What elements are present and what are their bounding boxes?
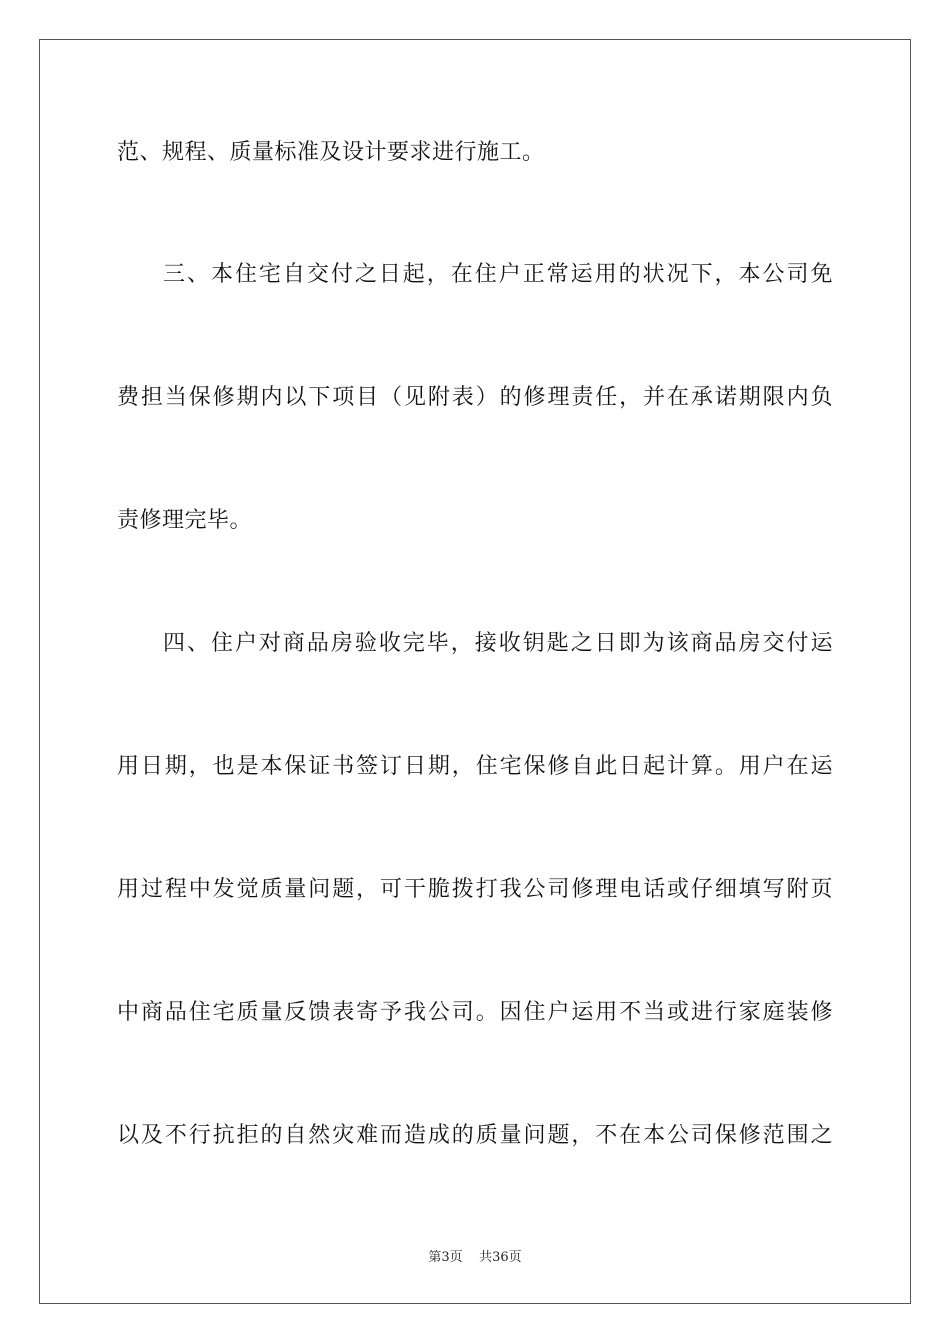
paragraph-line-7: 用过程中发觉质量问题，可干脆拨打我公司修理电话或仔细填写附页 <box>117 877 833 902</box>
page-number: 第3页 <box>428 1250 463 1265</box>
paragraph-line-6: 用日期，也是本保证书签订日期，住宅保修自此日起计算。用户在运 <box>117 754 833 779</box>
page-footer <box>0 1246 950 1265</box>
paragraph-line-3: 费担当保修期内以下项目（见附表）的修理责任，并在承诺期限内负 <box>117 385 833 410</box>
paragraph-line-2: 三、本住宅自交付之日起，在住户正常运用的状况下，本公司免 <box>163 262 833 287</box>
paragraph-line-8: 中商品住宅质量反馈表寄予我公司。因住户运用不当或进行家庭装修 <box>117 1000 833 1025</box>
paragraph-line-4: 责修理完毕。 <box>117 508 253 533</box>
paragraph-line-9: 以及不行抗拒的自然灾难而造成的质量问题，不在本公司保修范围之 <box>117 1123 833 1148</box>
page-border <box>39 39 911 1304</box>
paragraph-line-5: 四、住户对商品房验收完毕，接收钥匙之日即为该商品房交付运 <box>163 631 833 656</box>
paragraph-line-1: 范、规程、质量标准及设计要求进行施工。 <box>117 140 545 165</box>
page-total: 共36页 <box>479 1250 522 1265</box>
